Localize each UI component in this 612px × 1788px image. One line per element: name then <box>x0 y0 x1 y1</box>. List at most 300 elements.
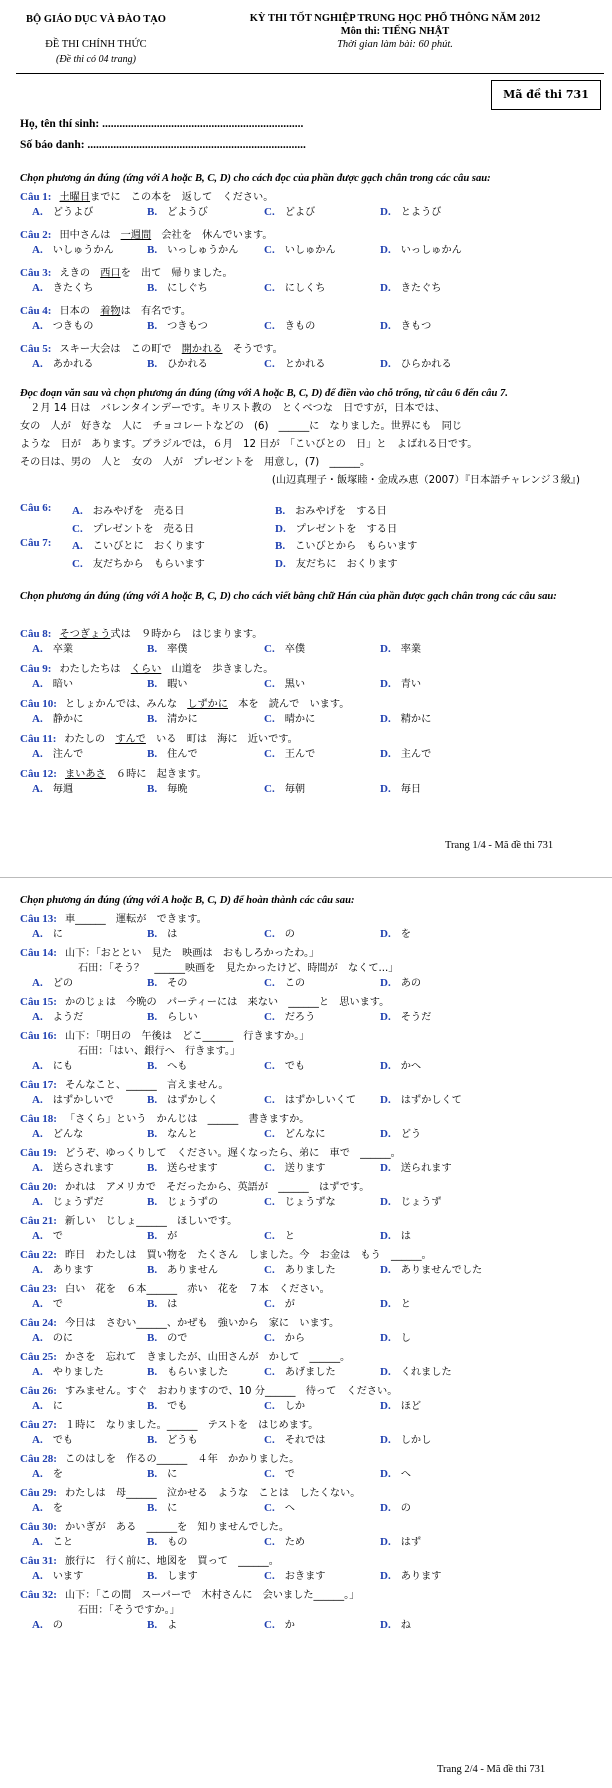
option-letter: C. <box>264 977 275 989</box>
option-text: ひかれる <box>167 359 208 370</box>
answer-option-a[interactable] <box>32 1363 104 1378</box>
answer-option-d[interactable] <box>380 1616 411 1631</box>
answer-option-a[interactable] <box>32 1227 63 1242</box>
answer-option-b[interactable] <box>147 1261 218 1276</box>
option-letter: A. <box>32 1060 43 1072</box>
option-letter: D. <box>380 1011 391 1023</box>
option-letter: A. <box>32 282 43 294</box>
question-text: としょかんでは、みんな しずかに 本を 読んで います。 <box>64 699 350 710</box>
option-text: 率僕 <box>167 644 188 655</box>
option-text: で <box>52 1299 63 1310</box>
question-number: Câu 22: <box>20 1249 57 1261</box>
option-text: を <box>400 929 411 940</box>
question-number: Câu 32: <box>20 1589 57 1601</box>
answer-option-b[interactable] <box>147 1499 177 1514</box>
option-letter: D. <box>380 678 391 690</box>
option-text: 精かに <box>400 714 432 725</box>
answer-option-d[interactable] <box>380 1091 462 1106</box>
answer-option-b[interactable] <box>147 675 187 690</box>
option-letter: B. <box>147 1128 158 1140</box>
answer-option-b[interactable] <box>147 1465 177 1480</box>
answer-option-b[interactable] <box>147 780 187 795</box>
option-text: じょうずな <box>284 1197 336 1208</box>
question-text: 「さくら」という かんじは ______ 書きますか。 <box>64 1114 310 1125</box>
option-letter: B. <box>147 1570 158 1582</box>
option-letter: D. <box>380 244 391 256</box>
option-letter: C. <box>264 1502 275 1514</box>
question-row <box>20 188 273 203</box>
answer-option-b[interactable] <box>147 1159 218 1174</box>
question-text: 新しい じしょ______ ほしいです。 <box>64 1216 238 1227</box>
answer-option-a[interactable] <box>32 974 73 989</box>
option-letter: C. <box>72 558 83 570</box>
answer-option-b[interactable] <box>147 745 198 760</box>
option-text: 静かに <box>52 714 84 725</box>
answer-option-b[interactable] <box>147 1125 198 1140</box>
underlined-part: しずかに <box>187 699 228 710</box>
option-text: しかし <box>400 1435 432 1446</box>
question-number: Câu 16: <box>20 1030 57 1042</box>
option-text: とかれる <box>284 359 326 370</box>
answer-option-c[interactable] <box>264 1091 356 1106</box>
answer-option-c[interactable] <box>264 317 315 332</box>
question-number: Câu 18: <box>20 1113 57 1125</box>
answer-option-d[interactable] <box>380 1295 411 1310</box>
question-row <box>20 944 319 959</box>
answer-option-b[interactable] <box>147 203 208 218</box>
option-letter: D. <box>380 1298 391 1310</box>
option-letter: A. <box>32 678 43 690</box>
option-text: らしい <box>167 1012 198 1023</box>
answer-option-d[interactable] <box>380 710 431 725</box>
answer-option-a[interactable] <box>32 1057 73 1072</box>
option-text: ありません <box>167 1265 219 1276</box>
answer-option-d[interactable] <box>380 203 441 218</box>
option-letter: B. <box>275 540 286 552</box>
option-text: にしぐち <box>167 283 208 294</box>
underlined-part: 土曜日 <box>59 192 91 203</box>
answer-option-d[interactable] <box>380 974 421 989</box>
answer-option-b[interactable] <box>147 1329 187 1344</box>
answer-option-a[interactable] <box>32 1465 63 1480</box>
option-text: 友だちに おくります <box>295 559 398 570</box>
option-text: します <box>167 1571 198 1582</box>
question-row <box>20 660 273 675</box>
answer-option-b[interactable] <box>147 1008 198 1023</box>
answer-option-b[interactable] <box>147 1295 177 1310</box>
option-text: じょうずだ <box>52 1197 104 1208</box>
answer-option-d[interactable] <box>275 555 398 570</box>
option-text: きたぐち <box>400 283 442 294</box>
answer-option-b[interactable] <box>147 1616 177 1631</box>
answer-option-c[interactable] <box>264 1125 325 1140</box>
answer-option-c[interactable] <box>264 1533 305 1548</box>
answer-option-c[interactable] <box>72 555 205 570</box>
option-letter: D. <box>380 320 391 332</box>
answer-option-d[interactable] <box>380 1159 452 1174</box>
answer-option-b[interactable] <box>275 537 417 552</box>
option-letter: A. <box>32 783 43 795</box>
answer-option-c[interactable] <box>264 279 325 294</box>
question-text: かのじょは 今晩の パーティーには 来ない ______と 思います。 <box>64 997 390 1008</box>
question-number: Câu 3: <box>20 267 52 279</box>
answer-option-c[interactable] <box>264 1465 295 1480</box>
question-text: かさを 忘れて きましたが、山田さんが かして ______。 <box>64 1352 351 1363</box>
answer-option-b[interactable] <box>147 640 187 655</box>
exam-title: KỲ THI TỐT NGHIỆP TRUNG HỌC PHỔ THÔNG NĂM 2012 <box>249 13 541 24</box>
option-letter: B. <box>147 678 158 690</box>
answer-option-b[interactable] <box>147 1227 177 1242</box>
answer-option-c[interactable] <box>264 1397 305 1412</box>
answer-option-b[interactable] <box>147 710 198 725</box>
option-letter: A. <box>32 1400 43 1412</box>
option-text: 送らせます <box>167 1163 218 1174</box>
answer-option-c[interactable] <box>264 1329 305 1344</box>
question-row <box>20 537 51 549</box>
answer-option-c[interactable] <box>264 1008 315 1023</box>
option-letter: D. <box>380 206 391 218</box>
question-text: 車______ 運転が できます。 <box>64 914 207 925</box>
option-text: 注んで <box>52 749 84 760</box>
option-text: を <box>52 1503 63 1514</box>
answer-option-a[interactable] <box>32 710 83 725</box>
option-text: でも <box>52 1435 74 1446</box>
answer-option-c[interactable] <box>264 675 305 690</box>
answer-option-d[interactable] <box>380 1499 411 1514</box>
option-text: おみやげを する日 <box>295 506 387 517</box>
answer-option-c[interactable] <box>264 1499 295 1514</box>
option-text: 暇い <box>167 679 188 690</box>
option-text: 卒僕 <box>284 644 306 655</box>
option-letter: D. <box>380 1536 391 1548</box>
option-text: とようび <box>400 207 442 218</box>
answer-option-b[interactable] <box>147 241 238 256</box>
option-letter: B. <box>147 1468 158 1480</box>
option-text: 毎週 <box>52 784 74 795</box>
subject-label: Môn thi: TIẾNG NHẬT <box>340 26 450 37</box>
question-text: かいぎが ある ______を 知りませんでした。 <box>64 1522 290 1533</box>
answer-option-c[interactable] <box>264 203 315 218</box>
answer-option-a[interactable] <box>32 1329 73 1344</box>
option-letter: C. <box>264 1468 275 1480</box>
option-text: 送らされます <box>52 1163 114 1174</box>
answer-option-d[interactable] <box>380 745 431 760</box>
option-letter: B. <box>147 1162 158 1174</box>
answer-option-d[interactable] <box>275 520 397 535</box>
answer-option-c[interactable] <box>264 780 305 795</box>
answer-option-c[interactable] <box>264 1261 336 1276</box>
option-text: へ <box>400 1469 411 1480</box>
answer-option-b[interactable] <box>147 1431 198 1446</box>
option-letter: C. <box>264 1366 275 1378</box>
option-text: はずかしく <box>167 1095 219 1106</box>
answer-option-d[interactable] <box>380 355 452 370</box>
option-letter: D. <box>380 358 391 370</box>
answer-option-a[interactable] <box>32 1431 73 1446</box>
option-text: プレゼントを 売る日 <box>92 524 195 535</box>
option-text: あります <box>52 1265 94 1276</box>
question-number: Câu 11: <box>20 733 57 745</box>
question-row <box>20 1314 339 1329</box>
question-number: Câu 2: <box>20 229 52 241</box>
answer-option-a[interactable] <box>32 1091 114 1106</box>
option-letter: A. <box>32 1094 43 1106</box>
option-letter: D. <box>380 1570 391 1582</box>
answer-option-d[interactable] <box>380 1125 421 1140</box>
answer-option-c[interactable] <box>264 1431 325 1446</box>
option-letter: B. <box>147 1434 158 1446</box>
option-text: つきもつ <box>167 321 208 332</box>
option-letter: C. <box>264 928 275 940</box>
answer-option-c[interactable] <box>264 355 325 370</box>
answer-option-d[interactable] <box>380 1057 421 1072</box>
question-row <box>20 1110 309 1125</box>
option-letter: D. <box>275 558 286 570</box>
question-number: Câu 15: <box>20 996 57 1008</box>
question-text: 昨日 わたしは 買い物を たくさん しました。今 お金は もう ______。 <box>64 1250 432 1261</box>
answer-option-d[interactable] <box>380 1567 441 1582</box>
answer-option-b[interactable] <box>147 1533 187 1548</box>
option-text: はずかしいくて <box>284 1095 357 1106</box>
answer-option-a[interactable] <box>72 537 205 552</box>
option-letter: A. <box>32 1570 43 1582</box>
answer-option-d[interactable] <box>380 317 431 332</box>
option-letter: B. <box>147 1366 158 1378</box>
answer-option-c[interactable] <box>264 640 305 655</box>
answer-option-a[interactable] <box>32 1159 114 1174</box>
question-number: Câu 19: <box>20 1147 57 1159</box>
question-text: そんなこと、______ 言えません。 <box>64 1080 229 1091</box>
question-row <box>20 226 273 241</box>
option-text: へも <box>167 1061 188 1072</box>
option-letter: B. <box>275 505 286 517</box>
answer-option-a[interactable] <box>32 317 93 332</box>
answer-option-d[interactable] <box>380 1465 411 1480</box>
option-letter: C. <box>264 1570 275 1582</box>
answer-option-b[interactable] <box>147 1057 187 1072</box>
answer-option-d[interactable] <box>380 1329 411 1344</box>
option-letter: B. <box>147 1400 158 1412</box>
option-text: その <box>167 978 188 989</box>
answer-option-b[interactable] <box>147 1193 218 1208</box>
answer-option-c[interactable] <box>264 1363 336 1378</box>
option-text: は <box>400 1231 411 1242</box>
answer-option-c[interactable] <box>264 925 295 940</box>
answer-option-a[interactable] <box>32 675 73 690</box>
answer-option-b[interactable] <box>147 925 177 940</box>
option-text: あの <box>400 978 422 989</box>
answer-option-d[interactable] <box>380 1363 452 1378</box>
answer-option-a[interactable] <box>32 1567 83 1582</box>
answer-option-b[interactable] <box>147 1397 187 1412</box>
answer-option-c[interactable] <box>264 745 315 760</box>
option-text: の <box>400 1503 411 1514</box>
question-number: Câu 5: <box>20 343 52 355</box>
question-text: 山下：「明日の 午後は どこ______ 行きますか。」 <box>64 1031 310 1042</box>
answer-option-b[interactable] <box>147 1091 218 1106</box>
option-letter: B. <box>147 643 158 655</box>
answer-option-c[interactable] <box>72 520 194 535</box>
answer-option-a[interactable] <box>32 780 73 795</box>
option-letter: C. <box>264 320 275 332</box>
answer-option-a[interactable] <box>32 1125 83 1140</box>
option-text: どうも <box>167 1435 198 1446</box>
option-letter: A. <box>32 1468 43 1480</box>
answer-option-a[interactable] <box>32 355 93 370</box>
question-number: Câu 13: <box>20 913 57 925</box>
question-number: Câu 14: <box>20 947 57 959</box>
page2-footer: Trang 2/4 - Mã đề thi 731 <box>437 1764 546 1775</box>
answer-option-a[interactable] <box>72 502 184 517</box>
option-letter: C. <box>72 523 83 535</box>
answer-option-b[interactable] <box>147 355 208 370</box>
option-letter: D. <box>380 1264 391 1276</box>
answer-option-d[interactable] <box>380 1261 482 1276</box>
option-letter: A. <box>32 1619 43 1631</box>
answer-option-c[interactable] <box>264 241 336 256</box>
option-letter: A. <box>32 1298 43 1310</box>
answer-option-a[interactable] <box>32 1295 63 1310</box>
question-row <box>20 765 207 780</box>
question-text-line2: 石田：「そう？ ______映画を 見たかったけど、時間が なくて...」 <box>78 963 399 974</box>
answer-option-b[interactable] <box>147 974 187 989</box>
answer-option-b[interactable] <box>275 502 387 517</box>
option-letter: A. <box>32 1128 43 1140</box>
question-text: わたしたちは くらい 山道を 歩きました。 <box>59 664 274 675</box>
option-text: います <box>52 1571 84 1582</box>
answer-option-d[interactable] <box>380 1533 421 1548</box>
question-number: Câu 6: <box>20 502 52 514</box>
question-number: Câu 8: <box>20 628 52 640</box>
option-text: どんなに <box>284 1129 326 1140</box>
option-letter: D. <box>380 1196 391 1208</box>
question-number: Câu 28: <box>20 1453 57 1465</box>
answer-option-a[interactable] <box>32 1616 63 1631</box>
option-text: ありました <box>284 1265 336 1276</box>
option-letter: A. <box>32 1536 43 1548</box>
answer-option-a[interactable] <box>32 1533 73 1548</box>
option-letter: D. <box>380 977 391 989</box>
exam-page-1 <box>0 0 612 877</box>
option-text: だろう <box>284 1012 316 1023</box>
answer-option-c[interactable] <box>264 1567 325 1582</box>
option-letter: D. <box>380 1468 391 1480</box>
answer-option-a[interactable] <box>32 1499 63 1514</box>
option-text: どう <box>400 1129 422 1140</box>
answer-option-c[interactable] <box>264 1616 295 1631</box>
option-text: に <box>167 1503 178 1514</box>
answer-option-c[interactable] <box>264 1295 295 1310</box>
question-text: 日本の 着物は 有名です。 <box>59 306 192 317</box>
option-text: あります <box>400 1571 442 1582</box>
answer-option-d[interactable] <box>380 1431 431 1446</box>
question-row <box>20 1178 369 1193</box>
question-row <box>20 264 233 279</box>
option-text: へ <box>284 1503 295 1514</box>
option-text: はずかしくて <box>400 1095 462 1106</box>
answer-option-b[interactable] <box>147 1363 228 1378</box>
option-text: やりました <box>52 1367 104 1378</box>
option-text: いしゅかん <box>284 245 336 256</box>
option-letter: A. <box>32 1011 43 1023</box>
answer-option-d[interactable] <box>380 1193 441 1208</box>
option-text: と <box>284 1231 295 1242</box>
answer-option-d[interactable] <box>380 1227 411 1242</box>
answer-option-a[interactable] <box>32 1193 104 1208</box>
answer-option-a[interactable] <box>32 745 83 760</box>
option-text: にも <box>52 1061 74 1072</box>
answer-option-a[interactable] <box>32 925 63 940</box>
answer-option-a[interactable] <box>32 203 93 218</box>
option-letter: B. <box>147 1196 158 1208</box>
answer-option-c[interactable] <box>264 710 315 725</box>
answer-option-d[interactable] <box>380 241 462 256</box>
answer-option-a[interactable] <box>32 279 93 294</box>
question-number: Câu 29: <box>20 1487 57 1499</box>
answer-option-a[interactable] <box>32 1261 93 1276</box>
answer-option-b[interactable] <box>147 279 208 294</box>
answer-option-c[interactable] <box>264 1159 325 1174</box>
answer-option-c[interactable] <box>264 1227 295 1242</box>
answer-option-b[interactable] <box>147 317 208 332</box>
official-label: ĐỀ THI CHÍNH THỨC <box>45 39 147 50</box>
answer-option-d[interactable] <box>380 1397 421 1412</box>
answer-option-c[interactable] <box>264 974 305 989</box>
question-number: Câu 30: <box>20 1521 57 1533</box>
answer-option-b[interactable] <box>147 1567 198 1582</box>
option-letter: A. <box>32 1332 43 1344</box>
answer-option-d[interactable] <box>380 279 441 294</box>
question-row <box>20 1212 237 1227</box>
answer-option-a[interactable] <box>32 1008 83 1023</box>
answer-option-a[interactable] <box>32 640 73 655</box>
option-letter: A. <box>32 1196 43 1208</box>
answer-option-d[interactable] <box>380 925 411 940</box>
option-letter: D. <box>380 1230 391 1242</box>
answer-option-d[interactable] <box>380 1008 431 1023</box>
question-row <box>20 340 283 355</box>
question-number: Câu 9: <box>20 663 52 675</box>
option-text: 主んで <box>400 749 432 760</box>
page1-footer: Trang 1/4 - Mã đề thi 731 <box>445 840 554 851</box>
option-text: に <box>52 1401 63 1412</box>
answer-option-d[interactable] <box>380 675 421 690</box>
option-text: 青い <box>400 679 422 690</box>
answer-option-c[interactable] <box>264 1057 305 1072</box>
question-number: Câu 4: <box>20 305 52 317</box>
option-letter: C. <box>264 1298 275 1310</box>
option-text: 毎日 <box>400 784 422 795</box>
answer-option-d[interactable] <box>380 780 421 795</box>
option-letter: D. <box>380 1060 391 1072</box>
question-row <box>20 695 349 710</box>
option-text: しか <box>284 1401 306 1412</box>
pages-note: (Đề thi có 04 trang) <box>56 54 136 65</box>
option-letter: B. <box>147 1230 158 1242</box>
option-text: どよび <box>284 207 316 218</box>
option-text: こと <box>52 1537 74 1548</box>
answer-option-a[interactable] <box>32 1397 63 1412</box>
answer-option-c[interactable] <box>264 1193 336 1208</box>
ministry-name: BỘ GIÁO DỤC VÀ ĐÀO TẠO <box>26 14 166 25</box>
option-text: よ <box>167 1620 178 1631</box>
answer-option-a[interactable] <box>32 241 114 256</box>
option-letter: A. <box>72 540 83 552</box>
option-letter: B. <box>147 1264 158 1276</box>
option-text: 暗い <box>52 679 74 690</box>
answer-option-d[interactable] <box>380 640 421 655</box>
question-number: Câu 24: <box>20 1317 57 1329</box>
